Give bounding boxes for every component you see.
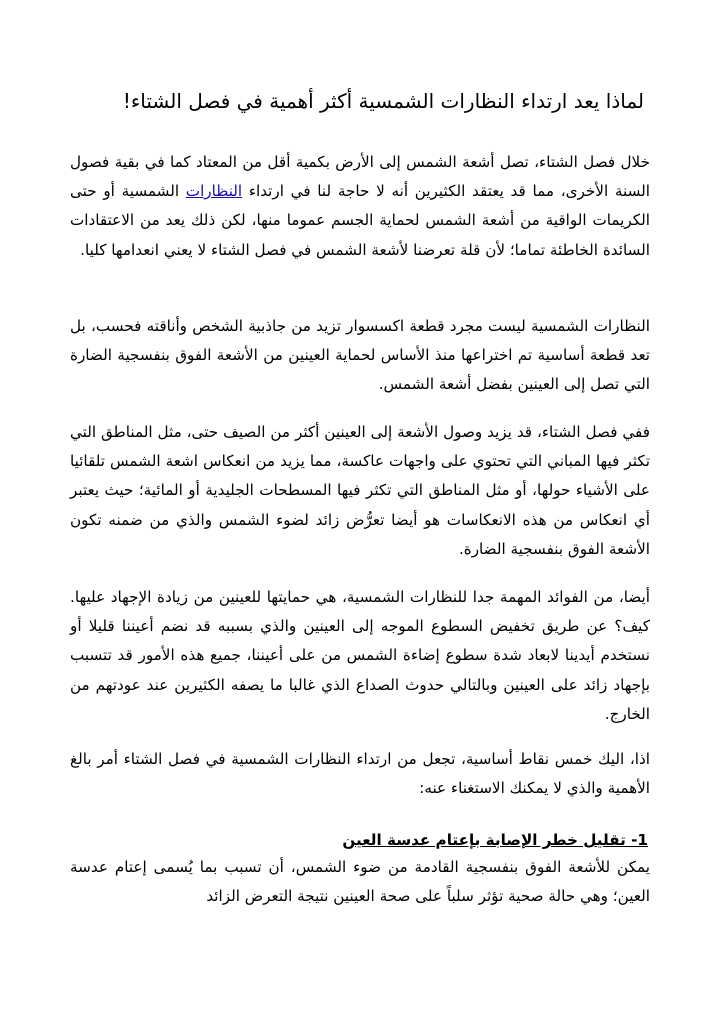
paragraph-accessory: النظارات الشمسية ليست مجرد قطعة اكسسوار تزيد من جاذبية الشخص وأناقته فحسب، بل تعد قطعة أساسية تم اختراعها منذ الأساس لحماية العينين من الأشعة الفوق بنفسجية الضارة التي تصل إلى العينين بفضل أشعة الشمس. bbox=[70, 317, 650, 394]
paragraph-winter-reflection: ففي فصل الشتاء، قد يزيد وصول الأشعة إلى العينين أكثر من الصيف حتى، مثل المناطق التي تكثر فيها المباني التي تحتوي على واجهات عاكسة، مما يزيد من انعكاس اشعة الشمس تلقائيا على الأشياء حولها، أو مثل المناطق التي تكثر فيها المسطحات الجليدية أو المائية؛ حيث يعتبر أي انعكاس من هذه الانعكاسات هو أيضا تعرُّض زائد لضوء الشمس والذي من ضمنه تكون الأشعة الفوق بنفسجية الضارة. bbox=[70, 423, 650, 558]
paragraph-intro-after: الشمسية أو حتى الكريمات الواقية من أشعة الشمس لحماية الجسم عموما منها، لكن ذلك يعد من الاعتقادات السائدة الخاطئة تماما؛ لأن قلة تعرضنا لأشعة الشمس في فصل الشتاء لا يعني انعدامها كليا. bbox=[70, 182, 650, 259]
paragraph-cataract: يمكن للأشعة الفوق بنفسجية القادمة من ضوء الشمس، أن تسبب بما يُسمى إعتام عدسة العين؛ وهي حالة صحية تؤثر سلباً على صحة العينين نتيجة التعرض الزائد bbox=[70, 858, 650, 906]
paragraph-eye-strain: أيضا، من الفوائد المهمة جدا للنظارات الشمسية، هي حمايتها للعينين من زيادة الإجهاد عليها. كيف؟ عن طريق تخفيض السطوع الموجه إلى العينين والذي بسببه قد نضم أعيننا قليلا أو نستخدم أيدينا لابعاد شدة سطوع إضاءة الشمس من على أعيننا، جميع هذه الأمور قد تتسبب بإجهاد زائد على العينين وبالتالي حدوث الصداع الذي غالبا ما يصفه الكثيرين عند عودتهم من الخارج. bbox=[70, 588, 650, 723]
section-heading-cataract-text: 1- تقليل خطر الإصابة بإعتام عدسة العين bbox=[342, 831, 648, 849]
paragraph-five-points: اذا، اليك خمس نقاط أساسية، تجعل من ارتداء النظارات الشمسية في فصل الشتاء أمر بالغ الأهمية والذي لا يمكنك الاستغناء عنه: bbox=[70, 750, 650, 798]
article-title: لماذا يعد ارتداء النظارات الشمسية أكثر أهمية في فصل الشتاء! bbox=[122, 89, 644, 113]
sunglasses-link[interactable]: النظارات bbox=[185, 182, 243, 201]
paragraph-intro-before: خلال فصل الشتاء، تصل أشعة الشمس إلى الأرض بكمية أقل من المعتاد كما في بقية فصول السنة الأخرى، مما قد يعتقد الكثيرين أنه لا حاجة لنا في ارتداء bbox=[70, 153, 650, 201]
section-heading-cataract bbox=[72, 826, 648, 855]
paragraph-intro bbox=[70, 148, 650, 265]
